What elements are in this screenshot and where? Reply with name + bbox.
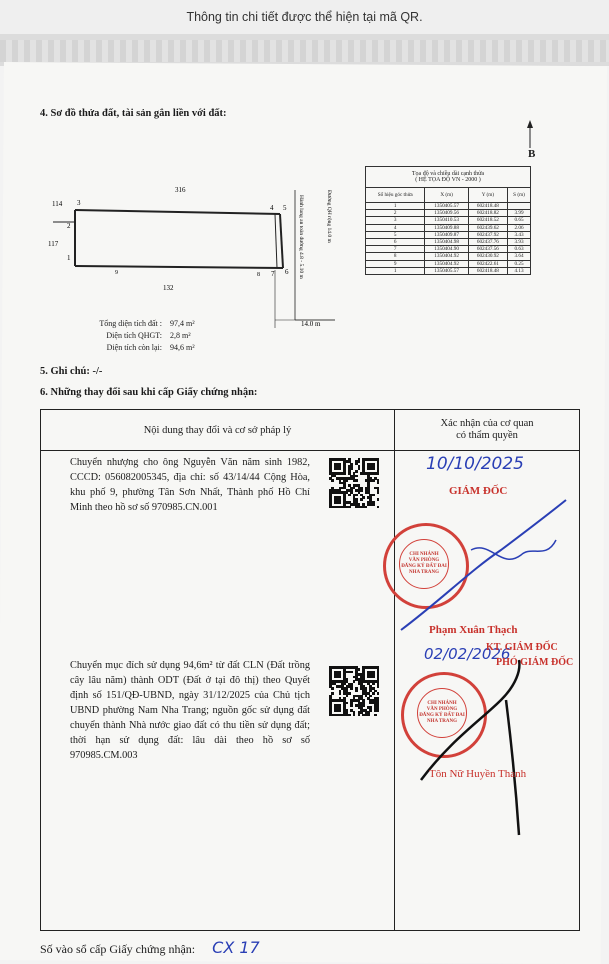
coordinate-cell: 0.63 xyxy=(507,246,530,253)
section5-title: 5. Ghi chú: -/- xyxy=(40,366,103,377)
coordinate-row xyxy=(366,210,531,217)
coordinate-cell: 5 xyxy=(366,231,425,238)
signer-2: Tôn Nữ Huyền Thanh xyxy=(429,768,527,780)
registry-value: CX 17 xyxy=(212,938,260,957)
coordinate-cell: 3.64 xyxy=(507,253,530,260)
point-6: 6 xyxy=(285,268,289,276)
coordinate-cell: 1350405.57 xyxy=(425,267,468,274)
coordinate-cell: 3 xyxy=(366,217,425,224)
north-label: B xyxy=(528,148,536,160)
coordinate-row xyxy=(366,224,531,231)
coordinate-cell: 3.43 xyxy=(507,231,530,238)
col-x: X (m) xyxy=(425,188,468,203)
point-2: 2 xyxy=(67,222,71,230)
coordinate-cell: 1350409.87 xyxy=(425,231,468,238)
coordinate-cell: 602418.48 xyxy=(468,203,507,210)
official-stamp-2: CHI NHÁNH VĂN PHÒNG ĐĂNG KÝ ĐẤT ĐAI NHA TRANG xyxy=(401,672,487,758)
coordinate-cell: 602437.56 xyxy=(468,246,507,253)
change-entry-2: Chuyển mục đích sử dụng 94,6m² từ đất CLN (Đất trồng cây lâu năm) thành ODT (Đất ở tại đô thị) theo Quyết định số 151/QĐ-UBND, ngày 31/12/2025 của Chủ tịch UBND phường Nam Nha Trang; nguồn gốc sử dụng đất chuyển thành Nhà nước giao đất có thu tiền sử dụng đất; thời hạn sử dụng đất: lâu dài theo hồ sơ số 970985.CM.003 xyxy=(70,660,310,761)
confirm-date-1: 10/10/2025 xyxy=(426,454,524,474)
coordinate-cell: 602418.82 xyxy=(468,210,507,217)
coordinate-cell: 1350404.92 xyxy=(425,253,468,260)
north-arrow xyxy=(528,148,535,160)
coordinate-table xyxy=(365,166,531,275)
top-neighbor: 316 xyxy=(175,186,186,194)
coordinate-cell: 4.13 xyxy=(507,267,530,274)
header-confirm: Xác nhận của cơ quan có thẩm quyền xyxy=(440,418,534,441)
coordinate-row xyxy=(366,238,531,245)
role-2: KT. GIÁM ĐỐC xyxy=(486,642,558,653)
point-7: 7 xyxy=(271,270,275,278)
coordinate-row xyxy=(366,203,531,210)
coordinate-cell: 2 xyxy=(366,210,425,217)
coordinate-cell: 602437.92 xyxy=(468,231,507,238)
coordinate-cell: 602418.48 xyxy=(468,267,507,274)
coordinate-cell: 3.93 xyxy=(507,238,530,245)
registry-label: Số vào sổ cấp Giấy chứng nhận: xyxy=(40,942,196,956)
signer-1: Phạm Xuân Thạch xyxy=(429,624,518,636)
header-content: Nội dung thay đổi và cơ sở pháp lý xyxy=(143,424,292,436)
coordinate-cell: 2.06 xyxy=(507,224,530,231)
changes-table xyxy=(40,409,580,931)
coordinate-cell: 8 xyxy=(366,253,425,260)
coordinate-cell: 1350410.53 xyxy=(425,217,468,224)
land-plot-diagram xyxy=(45,180,335,340)
col-y: Y (m) xyxy=(468,188,507,203)
coordinate-cell: 0.65 xyxy=(507,217,530,224)
coordinate-row xyxy=(366,267,531,274)
coordinate-row xyxy=(366,260,531,267)
coordinate-row xyxy=(366,217,531,224)
coordinate-cell: 9 xyxy=(366,260,425,267)
change-entry-1: Chuyển nhượng cho ông Nguyễn Văn năm sinh 1982, CCCD: 056082005345, địa chỉ: số 43/14/44 Cộng Hòa, khu phố 9, phường Tân Sơn Nhất, Thành phố Hồ Chí Minh theo hồ sơ số 970985.CN.001 xyxy=(70,457,310,513)
coordinate-row xyxy=(366,231,531,238)
stat-remaining: Diện tích còn lại: 94,6 m² xyxy=(106,343,195,352)
coordinate-cell: 602439.62 xyxy=(468,224,507,231)
coordinate-cell: 602430.92 xyxy=(468,253,507,260)
certificate-registry-number xyxy=(40,938,260,957)
section4-title: 4. Sơ đồ thửa đất, tài sản gắn liền với đất: xyxy=(40,108,227,119)
width-dimension: 14.0 m xyxy=(301,320,321,328)
coordinate-cell: 3.99 xyxy=(507,210,530,217)
coordinate-cell: 1350409.88 xyxy=(425,224,468,231)
left-neighbor-mid: 117 xyxy=(48,240,59,248)
coordinate-cell: 1350404.92 xyxy=(425,260,468,267)
section6-title: 6. Những thay đổi sau khi cấp Giấy chứng nhận: xyxy=(40,387,258,398)
role-1: GIÁM ĐỐC xyxy=(449,485,508,497)
point-5: 5 xyxy=(283,204,287,212)
stat-total: Tổng diện tích đất : 97,4 m² xyxy=(99,319,195,328)
role-2b: PHÓ GIÁM ĐỐC xyxy=(496,657,574,668)
point-9: 9 xyxy=(115,270,118,276)
official-stamp-1: CHI NHÁNH VĂN PHÒNG ĐĂNG KÝ ĐẤT ĐAI NHA TRANG xyxy=(383,523,469,609)
coordinate-cell xyxy=(507,203,530,210)
point-8: 8 xyxy=(257,272,260,278)
coordinate-cell: 7 xyxy=(366,246,425,253)
coordinate-cell: 602437.76 xyxy=(468,238,507,245)
qr-code[interactable] xyxy=(329,666,379,716)
coordinate-cell: 602418.52 xyxy=(468,217,507,224)
col-point: Số hiệu góc thửa xyxy=(366,188,425,203)
coordinate-cell: 6 xyxy=(366,238,425,245)
confirm-date-2: 02/02/2026 xyxy=(424,645,511,663)
header-title: Thông tin chi tiết được thể hiện tại mã QR. xyxy=(186,10,423,24)
road-label: Đường QH rộng 14.0 m xyxy=(326,190,332,243)
signature-1 xyxy=(381,480,581,640)
coordinate-cell: 1 xyxy=(366,203,425,210)
qr-code[interactable] xyxy=(329,458,379,508)
stat-road: Diện tích QHGT: 2,8 m² xyxy=(106,331,191,340)
coordinate-row xyxy=(366,253,531,260)
coordinate-cell: 1350404.90 xyxy=(425,246,468,253)
bottom-neighbor: 132 xyxy=(163,284,174,292)
point-3: 3 xyxy=(77,199,81,207)
point-1: 1 xyxy=(67,254,71,262)
left-neighbor-top: 114 xyxy=(52,200,63,208)
coordinate-cell: 1350404.98 xyxy=(425,238,468,245)
coordinate-cell: 1350409.56 xyxy=(425,210,468,217)
point-4: 4 xyxy=(270,204,274,212)
setback-label: Hành lang an toàn đường 4.8 - 5.10 m xyxy=(298,195,304,279)
coordinate-cell: 4 xyxy=(366,224,425,231)
area-stats xyxy=(92,318,195,354)
coordinate-cell: 0.25 xyxy=(507,260,530,267)
col-s: S (m) xyxy=(507,188,530,203)
coordinate-cell: 602422.61 xyxy=(468,260,507,267)
coordinate-row xyxy=(366,246,531,253)
signature-2 xyxy=(401,640,581,840)
coordinate-cell: 1350405.57 xyxy=(425,203,468,210)
coordinate-cell: 1 xyxy=(366,267,425,274)
coordinate-table-title: Tọa độ và chiều dài cạnh thửa ( HỆ TỌA ĐỘ VN - 2000 ) xyxy=(366,167,531,188)
